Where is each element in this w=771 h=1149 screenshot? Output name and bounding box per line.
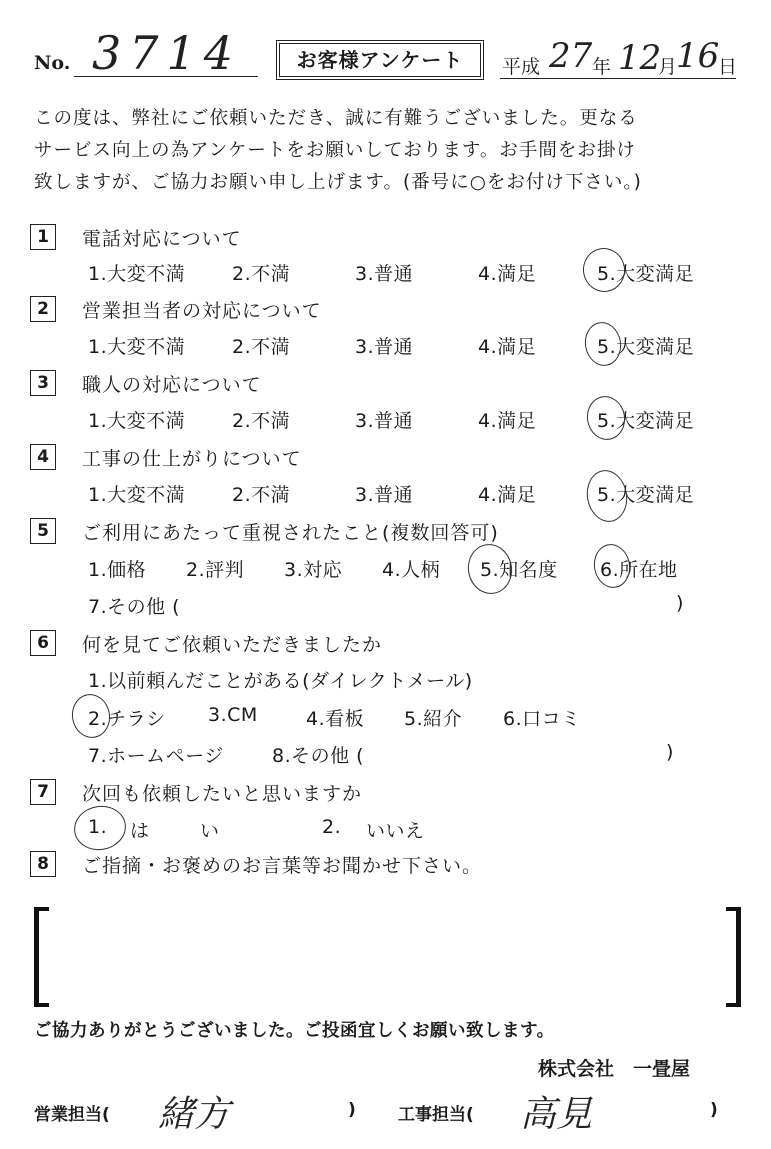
q5-option-6[interactable]: 6.所在地 [600, 559, 678, 581]
q7-option-1-text-a[interactable]: は [130, 820, 150, 842]
date-day: 16 [676, 36, 720, 76]
question-number-8: 8 [30, 851, 56, 877]
form-title: お客様アンケート [279, 43, 481, 77]
work-rep-close: ) [710, 1100, 718, 1120]
question-title-3: 職人の対応について [82, 374, 262, 396]
question-number-4: 4 [30, 444, 56, 470]
q5-selection-circle-a [464, 541, 516, 598]
question-title-6: 何を見てご依頼いただきましたか [82, 634, 383, 656]
q2-option-2[interactable]: 2.不満 [232, 336, 291, 358]
q3-option-3[interactable]: 3.普通 [355, 410, 414, 432]
q5-option-7[interactable]: 7.その他 ( [88, 596, 181, 618]
q7-option-2-text[interactable]: いいえ [366, 820, 425, 842]
q4-option-3[interactable]: 3.普通 [355, 484, 414, 506]
q5-option-3[interactable]: 3.対応 [284, 559, 343, 581]
comment-bracket-left [34, 907, 49, 1007]
q6-option-7[interactable]: 7.ホームページ [88, 745, 224, 767]
q6-option-1[interactable]: 1.以前頼んだことがある(ダイレクトメール) [88, 670, 473, 692]
comment-area[interactable] [50, 912, 720, 996]
q3-option-1[interactable]: 1.大変不満 [88, 410, 186, 432]
q3-selection-circle [583, 393, 628, 443]
question-title-4: 工事の仕上がりについて [82, 448, 302, 470]
date-day-unit: 日 [718, 56, 738, 78]
q2-option-5[interactable]: 5.大変満足 [597, 336, 695, 358]
q7-selection-circle [71, 802, 130, 854]
date-month-unit: 月 [658, 56, 678, 78]
q1-option-2[interactable]: 2.不満 [232, 263, 291, 285]
q7-option-1-number[interactable]: 1. [88, 816, 108, 838]
question-number-5: 5 [30, 518, 56, 544]
sales-rep-name: 緒方 [158, 1094, 231, 1135]
q4-option-5[interactable]: 5.大変満足 [597, 484, 695, 506]
q1-selection-circle [579, 245, 628, 296]
q3-option-2[interactable]: 2.不満 [232, 410, 291, 432]
q2-selection-circle [581, 319, 624, 369]
q6-option-3[interactable]: 3.CM [208, 704, 258, 726]
q5-option-4[interactable]: 4.人柄 [382, 559, 441, 581]
q1-option-1[interactable]: 1.大変不満 [88, 263, 186, 285]
q6-option-2[interactable]: 2.チラシ [88, 708, 166, 730]
q4-option-1[interactable]: 1.大変不満 [88, 484, 186, 506]
work-rep-name: 高見 [520, 1094, 593, 1135]
date-year-unit: 年 [592, 56, 612, 78]
date-month: 12 [618, 38, 662, 78]
q5-option-2[interactable]: 2.評判 [186, 559, 245, 581]
q3-option-4[interactable]: 4.満足 [478, 410, 537, 432]
question-title-1: 電話対応について [82, 228, 242, 250]
question-number-1: 1 [30, 224, 56, 250]
q1-option-3[interactable]: 3.普通 [355, 263, 414, 285]
question-number-3: 3 [30, 370, 56, 396]
question-number-2: 2 [30, 296, 56, 322]
number-value: 3714 [92, 26, 242, 80]
number-label: No. [34, 52, 71, 74]
q6-option-4[interactable]: 4.看板 [306, 708, 365, 730]
q5-option-1[interactable]: 1.価格 [88, 559, 147, 581]
date-year: 27 [549, 36, 593, 76]
comment-bracket-right [726, 907, 741, 1007]
question-number-7: 7 [30, 779, 56, 805]
question-number-6: 6 [30, 630, 56, 656]
q4-option-4[interactable]: 4.満足 [478, 484, 537, 506]
q1-option-5[interactable]: 5.大変満足 [597, 263, 695, 285]
thanks-message: ご協力ありがとうございました。ご投函宜しくお願い致します。 [34, 1021, 555, 1041]
q2-option-1[interactable]: 1.大変不満 [88, 336, 186, 358]
q1-option-4[interactable]: 4.満足 [478, 263, 537, 285]
work-rep-label: 工事担当( [398, 1105, 474, 1125]
q7-option-2-number[interactable]: 2. [322, 816, 342, 838]
q4-option-2[interactable]: 2.不満 [232, 484, 291, 506]
q5-option-5[interactable]: 5.知名度 [480, 559, 558, 581]
question-title-5: ご利用にあたって重視されたこと(複数回答可) [82, 522, 499, 544]
q6-option-5[interactable]: 5.紹介 [404, 708, 463, 730]
date-era: 平成 [502, 56, 541, 78]
q4-selection-circle [583, 467, 631, 525]
q5-other-close: ) [676, 592, 684, 614]
question-title-7: 次回も依頼したいと思いますか [82, 783, 363, 805]
q6-option-6[interactable]: 6.口コミ [503, 708, 581, 730]
q3-option-5[interactable]: 5.大変満足 [597, 410, 695, 432]
q5-selection-circle-b [590, 541, 633, 591]
intro-line-1: この度は、弊社にご依頼いただき、誠に有難うございました。更なる [34, 108, 638, 129]
q6-other-close: ) [666, 741, 674, 763]
q7-option-1-text-b[interactable]: い [200, 820, 220, 842]
q6-selection-circle [68, 691, 113, 741]
company-name: 株式会社 一畳屋 [538, 1058, 691, 1080]
intro-line-3: 致しますが、ご協力お願い申し上げます。(番号に○をお付け下さい。) [34, 172, 642, 193]
q2-option-4[interactable]: 4.満足 [478, 336, 537, 358]
q2-option-3[interactable]: 3.普通 [355, 336, 414, 358]
question-title-8: ご指摘・お褒めのお言葉等お聞かせ下さい。 [82, 855, 483, 877]
sales-rep-label: 営業担当( [34, 1105, 110, 1125]
sales-rep-close: ) [348, 1100, 356, 1120]
intro-line-2: サービス向上の為アンケートをお願いしております。お手間をお掛け [34, 140, 636, 161]
q6-option-8[interactable]: 8.その他 ( [272, 745, 365, 767]
question-title-2: 営業担当者の対応について [82, 300, 322, 322]
